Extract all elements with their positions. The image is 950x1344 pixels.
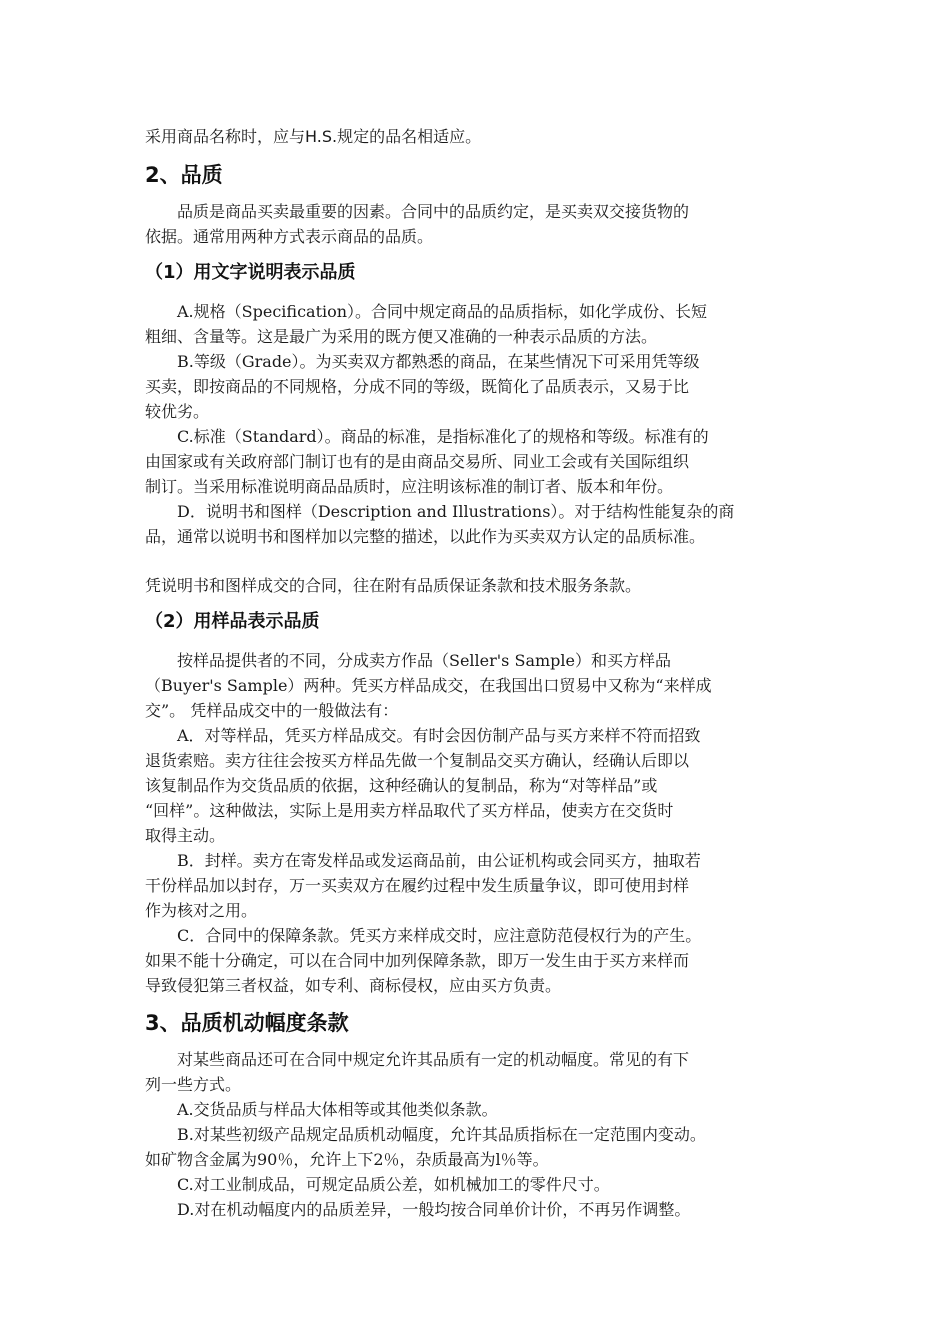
- paragraph-line: B.对某些初级产品规定品质机动幅度，允许其品质指标在一定范围内变动。: [145, 1125, 706, 1144]
- section-3-heading: 3、品质机动幅度条款: [145, 1011, 349, 1035]
- paragraph-line: A．对等样品，凭买方样品成交。有时会因仿制产品与买方来样不符而招致: [145, 726, 701, 745]
- paragraph-line: 由国家或有关政府部门制订也有的是由商品交易所、同业工会或有关国际组织: [145, 452, 690, 471]
- paragraph-line: 列一些方式。: [145, 1075, 242, 1094]
- paragraph-line: 该复制品作为交货品质的依据，这种经确认的复制品，称为“对等样品”或: [145, 776, 658, 795]
- paragraph-line: 品质是商品买卖最重要的因素。合同中的品质约定，是买卖双交接货物的: [145, 202, 690, 221]
- paragraph-line: “回样”。这种做法，实际上是用卖方样品取代了买方样品，使卖方在交货时: [145, 801, 674, 820]
- paragraph-line: C．合同中的保障条款。凭买方来样成交时，应注意防范侵权行为的产生。: [145, 926, 702, 945]
- paragraph-line: 退货索赔。卖方往往会按买方样品先做一个复制品交买方确认，经确认后即以: [145, 751, 690, 770]
- subsection-2-heading: （2）用样品表示品质: [145, 611, 320, 632]
- paragraph-line: 按样品提供者的不同，分成卖方作品（Seller's Sample）和买方样品: [145, 651, 671, 670]
- paragraph-line: 如矿物含金属为90％，允许上下2％，杂质最高为l％等。: [145, 1150, 549, 1169]
- paragraph-line: B．封样。卖方在寄发样品或发运商品前，由公证机构或会同买方，抽取若: [145, 851, 701, 870]
- paragraph-line: 凭说明书和图样成交的合同，往在附有品质保证条款和技术服务条款。: [145, 576, 642, 595]
- paragraph-line: 较优劣。: [145, 402, 210, 421]
- paragraph-line: 制订。当采用标准说明商品品质时，应注明该标准的制订者、版本和年份。: [145, 477, 674, 496]
- paragraph-line: 依据。通常用两种方式表示商品的品质。: [145, 227, 434, 246]
- paragraph-line: C.标准（Standard）。商品的标准，是指标准化了的规格和等级。标准有的: [145, 427, 709, 446]
- paragraph-line: 交”。 凭样品成交中的一般做法有：: [145, 701, 399, 720]
- paragraph-line: 粗细、含量等。这是最广为采用的既方便又准确的一种表示品质的方法。: [145, 327, 658, 346]
- subsection-1-heading: （1）用文字说明表示品质: [145, 262, 356, 283]
- paragraph-line: C.对工业制成品，可规定品质公差，如机械加工的零件尺寸。: [145, 1175, 610, 1194]
- section-2-heading: 2、品质: [145, 163, 223, 187]
- paragraph-line: B.等级（Grade）。为买卖双方都熟悉的商品，在某些情况下可采用凭等级: [145, 352, 700, 371]
- intro-line: 采用商品名称时，应与H.S.规定的品名相适应。: [145, 127, 482, 146]
- paragraph-line: A.交货品质与样品大体相等或其他类似条款。: [145, 1100, 498, 1119]
- paragraph-line: 干份样品加以封存，万一买卖双方在履约过程中发生质量争议，即可使用封样: [145, 876, 690, 895]
- paragraph-line: A.规格（Specification）。合同中规定商品的品质指标，如化学成份、长短: [145, 302, 708, 321]
- paragraph-line: 买卖，即按商品的不同规格，分成不同的等级，既简化了品质表示，又易于比: [145, 377, 690, 396]
- paragraph-line: D．说明书和图样（Description and Illustrations）。对于结构性能复杂的商: [145, 502, 735, 521]
- paragraph-line: 对某些商品还可在合同中规定允许其品质有一定的机动幅度。常见的有下: [145, 1050, 690, 1069]
- paragraph-line: 导致侵犯第三者权益，如专利、商标侵权，应由买方负责。: [145, 976, 562, 995]
- paragraph-line: 如果不能十分确定，可以在合同中加列保障条款，即万一发生由于买方来样而: [145, 951, 690, 970]
- paragraph-line: 作为核对之用。: [145, 901, 258, 920]
- paragraph-line: 取得主动。: [145, 826, 226, 845]
- paragraph-line: D.对在机动幅度内的品质差异，一般均按合同单价计价，不再另作调整。: [145, 1200, 691, 1219]
- paragraph-line: 品，通常以说明书和图样加以完整的描述，以此作为买卖双方认定的品质标准。: [145, 527, 706, 546]
- paragraph-line: （Buyer's Sample）两种。凭买方样品成交，在我国出口贸易中又称为“来样成: [145, 676, 712, 695]
